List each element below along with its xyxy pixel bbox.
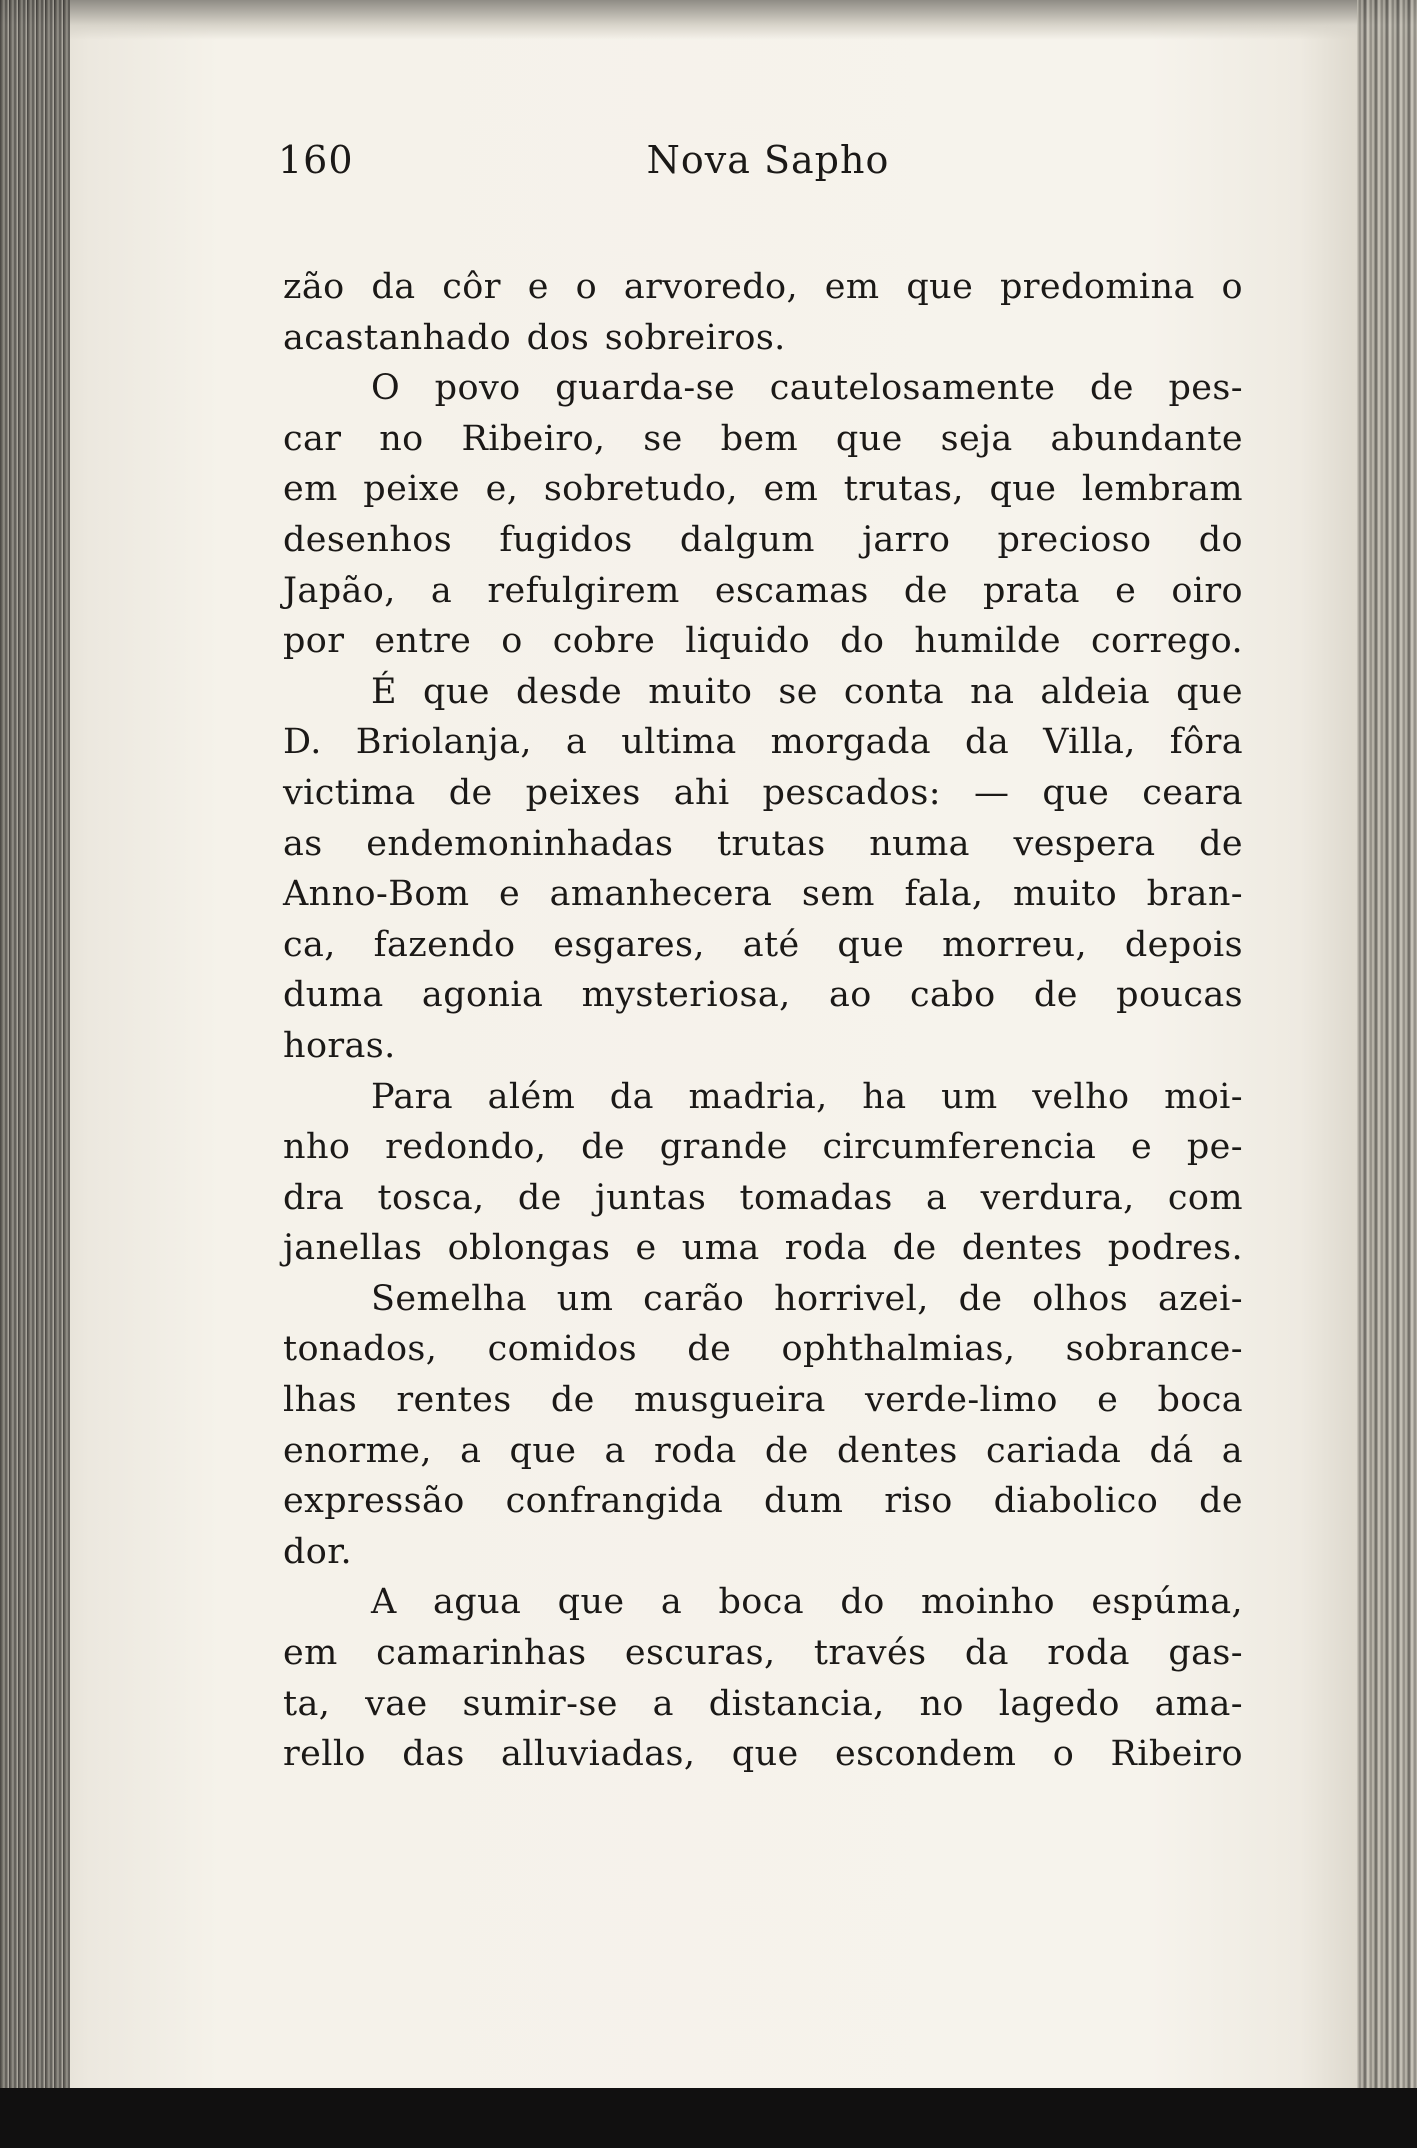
text-line: por entre o cobre liquido do humilde corrego. <box>283 621 1243 662</box>
text-line: Semelha um carão horrivel, de olhos azei- <box>371 1278 1243 1319</box>
page-number: 160 <box>278 138 354 182</box>
text-line: expressão confrangida dum riso diabolico de <box>283 1481 1243 1522</box>
text-line: desenhos fugidos dalgum jarro precioso do <box>283 519 1243 560</box>
text-line: enorme, a que a roda de dentes cariada dá a <box>283 1430 1243 1471</box>
page-bottom-edge <box>0 2088 1417 2148</box>
text-line: nho redondo, de grande circumferencia e pe- <box>283 1127 1243 1168</box>
page-header <box>278 138 1258 188</box>
text-line: zão da côr e o arvoredo, em que predomina o <box>283 267 1243 307</box>
text-line: dra tosca, de juntas tomadas a verdura, com <box>283 1177 1243 1218</box>
body-text <box>283 262 1243 1780</box>
page-top-shadow <box>0 0 1417 40</box>
text-line: duma agonia mysteriosa, ao cabo de poucas <box>283 975 1243 1016</box>
text-line: rello das alluviadas, que escondem o Ribeiro <box>283 1734 1243 1775</box>
text-line: tonados, comidos de ophthalmias, sobrance- <box>283 1329 1243 1370</box>
text-line: ca, fazendo esgares, até que morreu, depois <box>283 924 1243 965</box>
text-line: car no Ribeiro, se bem que seja abundante <box>283 418 1243 459</box>
page-fore-edge <box>1357 0 1417 2148</box>
text-line: dor. <box>283 1531 353 1572</box>
text-line: Japão, a refulgirem escamas de prata e oiro <box>283 570 1243 611</box>
text-line: em camarinhas escuras, través da roda gas- <box>283 1633 1243 1674</box>
text-line: O povo guarda-se cautelosamente de pes- <box>371 368 1243 409</box>
text-line: Para além da madria, ha um velho moi- <box>371 1076 1243 1117</box>
text-line: É que desde muito se conta na aldeia que <box>371 671 1243 712</box>
text-line: ta, vae sumir-se a distancia, no lagedo ama- <box>283 1683 1243 1724</box>
book-spine-edge <box>0 0 70 2148</box>
text-line: janellas oblongas e uma roda de dentes podres. <box>283 1228 1243 1269</box>
running-title: Nova Sapho <box>646 138 890 182</box>
text-line: acastanhado dos sobreiros. <box>283 317 786 358</box>
text-line: as endemoninhadas trutas numa vespera de <box>283 823 1243 864</box>
text-line: lhas rentes de musgueira verde-limo e boca <box>283 1380 1243 1421</box>
text-line: Anno-Bom e amanhecera sem fala, muito bran- <box>283 874 1243 915</box>
text-line: victima de peixes ahi pescados: — que ceara <box>283 772 1243 813</box>
text-line: A agua que a boca do moinho espúma, <box>371 1582 1243 1623</box>
text-line: horas. <box>283 1025 396 1066</box>
text-line: D. Briolanja, a ultima morgada da Villa, fôra <box>283 722 1243 763</box>
text-line: em peixe e, sobretudo, em trutas, que lembram <box>283 469 1243 510</box>
